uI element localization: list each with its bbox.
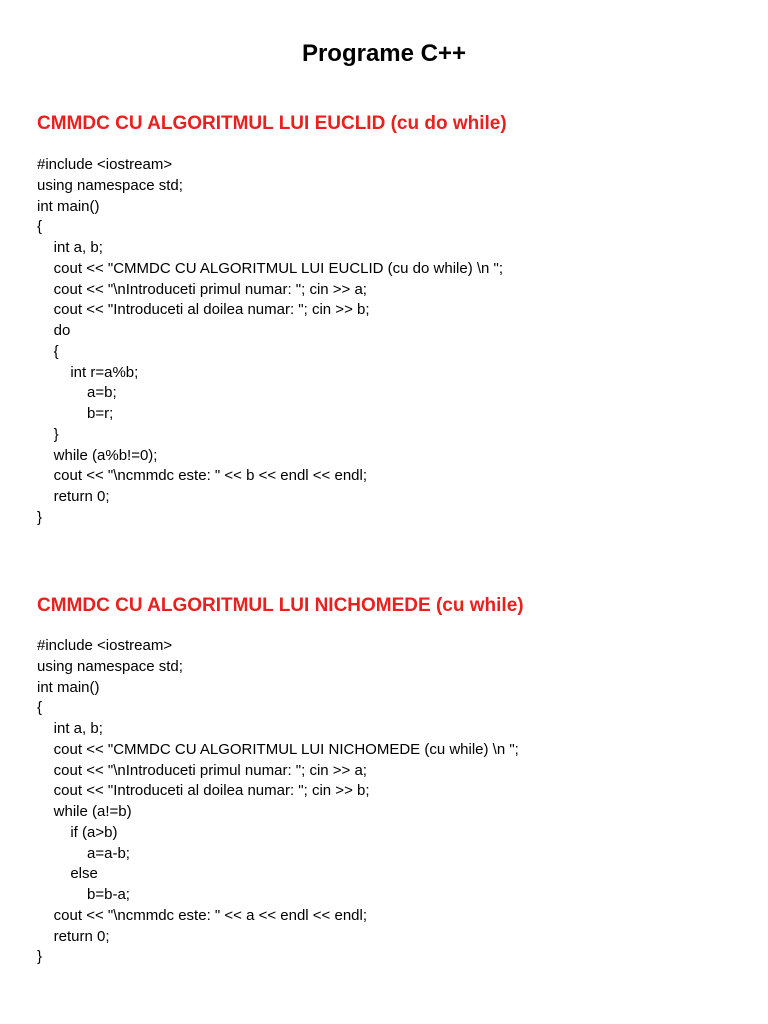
code-line: } xyxy=(37,508,43,526)
code-line: a=a-b; xyxy=(37,844,130,862)
code-line: if (a>b) xyxy=(37,823,118,841)
code-line: } xyxy=(37,425,59,443)
code-line: using namespace std; xyxy=(37,176,183,194)
code-line: cout << "CMMDC CU ALGORITMUL LUI EUCLID (cu do while) \n "; xyxy=(37,259,504,277)
code-line: cout << "\nIntroduceti primul numar: "; cin >> a; xyxy=(37,280,367,298)
code-line: #include <iostream> xyxy=(37,156,173,173)
code-line: cout << "\ncmmdc este: " << b << endl << endl; xyxy=(37,467,368,485)
code-line: return 0; xyxy=(37,488,110,505)
code-line: while (a%b!=0); xyxy=(37,446,158,464)
code-line: cout << "\ncmmdc este: " << a << endl << endl; xyxy=(37,906,368,924)
code-line: int main() xyxy=(37,197,100,215)
code-line: int r=a%b; xyxy=(37,363,139,381)
code-line: cout << "Introduceti al doilea numar: "; cin >> b; xyxy=(37,782,370,800)
code-line: } xyxy=(37,948,43,966)
code-line: int a, b; xyxy=(37,720,103,737)
section-title-euclid: CMMDC CU ALGORITMUL LUI EUCLID (cu do while) xyxy=(37,113,507,134)
code-line: cout << "\nIntroduceti primul numar: "; cin >> a; xyxy=(37,761,367,779)
code-line: while (a!=b) xyxy=(37,803,132,820)
code-line: { xyxy=(37,342,59,360)
code-line: { xyxy=(37,699,43,717)
code-line: cout << "Introduceti al doilea numar: "; cin >> b; xyxy=(37,301,370,319)
page-title: Programe C++ xyxy=(301,40,467,67)
code-block-nichomede xyxy=(37,636,519,968)
section-title-nichomede: CMMDC CU ALGORITMUL LUI NICHOMEDE (cu while) xyxy=(37,595,524,616)
code-line: int main() xyxy=(37,678,100,696)
code-line: b=r; xyxy=(37,405,114,422)
code-line: { xyxy=(37,218,43,236)
code-line: cout << "CMMDC CU ALGORITMUL LUI NICHOMEDE (cu while) \n "; xyxy=(37,740,519,758)
code-line: a=b; xyxy=(37,384,117,402)
code-line: int a, b; xyxy=(37,239,103,256)
code-block-euclid xyxy=(37,155,503,529)
code-line: else xyxy=(37,865,98,883)
code-line: b=b-a; xyxy=(37,886,130,903)
code-line: #include <iostream> xyxy=(37,637,173,654)
code-line: using namespace std; xyxy=(37,657,183,675)
code-line: return 0; xyxy=(37,927,110,945)
code-line: do xyxy=(37,322,71,339)
